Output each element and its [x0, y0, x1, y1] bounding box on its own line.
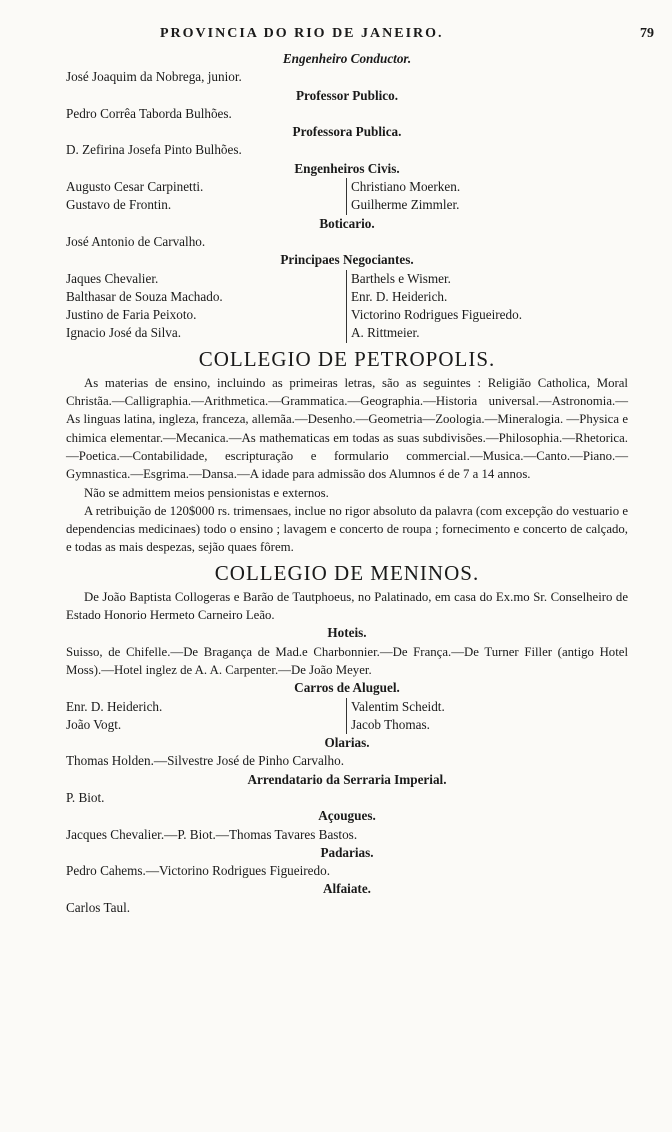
- left-column: [66, 270, 346, 343]
- section-heading: Engenheiros Civis.: [294, 160, 400, 176]
- right-column: [346, 698, 445, 735]
- paragraph-block: [66, 643, 628, 680]
- list-item: Guilherme Zimmler.: [351, 197, 460, 213]
- entry-line: P. Biot.: [66, 789, 105, 805]
- section-heading: Padarias.: [320, 844, 374, 860]
- entry-line: Pedro Cahems.—Victorino Rodrigues Figueiredo.: [66, 863, 331, 879]
- list-item: Valentim Scheidt.: [351, 698, 445, 714]
- list-item: A. Rittmeier.: [351, 325, 420, 341]
- entry-line: Thomas Holden.—Silvestre José de Pinho Carvalho.: [66, 753, 344, 769]
- list-item: João Vogt.: [66, 716, 122, 732]
- section-heading: Alfaiate.: [323, 881, 371, 897]
- two-column-list: [66, 178, 628, 215]
- section-heading: Principaes Negociantes.: [280, 252, 414, 268]
- section-heading: Açougues.: [318, 808, 376, 824]
- list-item: Augusto Cesar Carpinetti.: [66, 179, 204, 195]
- list-item: Gustavo de Frontin.: [66, 197, 172, 213]
- two-column-list: [66, 270, 628, 343]
- list-item: Ignacio José da Silva.: [66, 325, 181, 341]
- section-title: COLLEGIO DE PETROPOLIS.: [198, 346, 496, 371]
- left-column: [66, 698, 346, 735]
- page-content: [66, 50, 628, 917]
- paragraph: A retribuição de 120$000 rs. trimensaes, inclue no rigor absoluto da palavra (com excepção do vestuario e dependencias medicinaes) todo o ensino ; lavagem e concerto de roupa ; fornecimento e concerto de calçado, e todas as mais despezas, sejão quaes fôrem.: [66, 503, 628, 555]
- list-item: Barthels e Wismer.: [351, 270, 451, 286]
- entry-line: Carlos Taul.: [66, 899, 131, 915]
- list-item: Balthasar de Souza Machado.: [66, 288, 223, 304]
- page-header: [0, 26, 672, 46]
- entry-line: José Antonio de Carvalho.: [66, 233, 206, 249]
- section-heading: Carros de Aluguel.: [294, 680, 400, 696]
- left-column: [66, 178, 346, 215]
- two-column-list: [66, 698, 628, 735]
- page-number: 79: [640, 26, 654, 41]
- paragraph: De João Baptista Collogeras e Barão de Tautphoeus, no Palatinado, em casa do Ex.mo Sr. Conselheiro de Estado Honorio Hermeto Carneiro Leão.: [66, 589, 628, 623]
- paragraph-block: [66, 588, 628, 625]
- list-item: Enr. D. Heiderich.: [351, 288, 448, 304]
- section-heading: Olarias.: [324, 735, 370, 751]
- entry-line: D. Zefirina Josefa Pinto Bulhões.: [66, 142, 242, 158]
- entry-line: Jacques Chevalier.—P. Biot.—Thomas Tavares Bastos.: [66, 826, 358, 842]
- list-item: Enr. D. Heiderich.: [66, 698, 163, 714]
- paragraph-block: [66, 374, 628, 557]
- list-item: Victorino Rodrigues Figueiredo.: [351, 307, 522, 323]
- section-heading: Arrendatario da Serraria Imperial.: [247, 771, 447, 787]
- right-column: [346, 178, 460, 215]
- list-item: Jacob Thomas.: [351, 716, 430, 732]
- list-item: Justino de Faria Peixoto.: [66, 307, 197, 323]
- entry-line: José Joaquim da Nobrega, junior.: [66, 69, 242, 85]
- running-head: PROVINCIA DO RIO DE JANEIRO.: [160, 26, 444, 41]
- right-column: [346, 270, 522, 343]
- entry-line: Pedro Corrêa Taborda Bulhões.: [66, 105, 232, 121]
- section-title: COLLEGIO DE MENINOS.: [214, 560, 480, 585]
- list-item: Christiano Moerken.: [351, 179, 461, 195]
- section-heading: Boticario.: [319, 215, 375, 231]
- list-item: Jaques Chevalier.: [66, 270, 159, 286]
- paragraph: Não se admittem meios pensionistas e externos.: [84, 485, 329, 500]
- section-heading: Hoteis.: [327, 625, 367, 641]
- section-heading: Professor Publico.: [295, 87, 399, 103]
- section-heading: Professora Publica.: [292, 124, 402, 140]
- paragraph: Suisso, de Chifelle.—De Bragança de Mad.e Charbonnier.—De França.—De Turner Filler (antigo Hotel Moss).—Hotel inglez de A. A. Carpenter.—De João Meyer.: [66, 644, 628, 677]
- paragraph: As materias de ensino, incluindo as primeiras letras, são as seguintes : Religião Catholica, Moral Christãa.—Calligraphia.—Arithmetica.—Grammatica.—Geographia.—Historia universal.—Astronomia.—As linguas latina, ingleza, franceza, allemãa.—Desenho.—Geometria—Zoologia.—Mineralogia. —Physica e chimica elementar.—Mecanica.—As mathematicas em todas as suas subdivisões.—Philosophia.—Rhetorica.—Poetica.—Contabilidade, escripturação e formulario commercial.—Musica.—Canto.—Piano.—Gymnastica.—Esgrima.—Dansa.—A idade para admissão dos Alumnos é de 7 a 14 annos.: [66, 375, 628, 482]
- section-heading: Engenheiro Conductor.: [282, 51, 412, 66]
